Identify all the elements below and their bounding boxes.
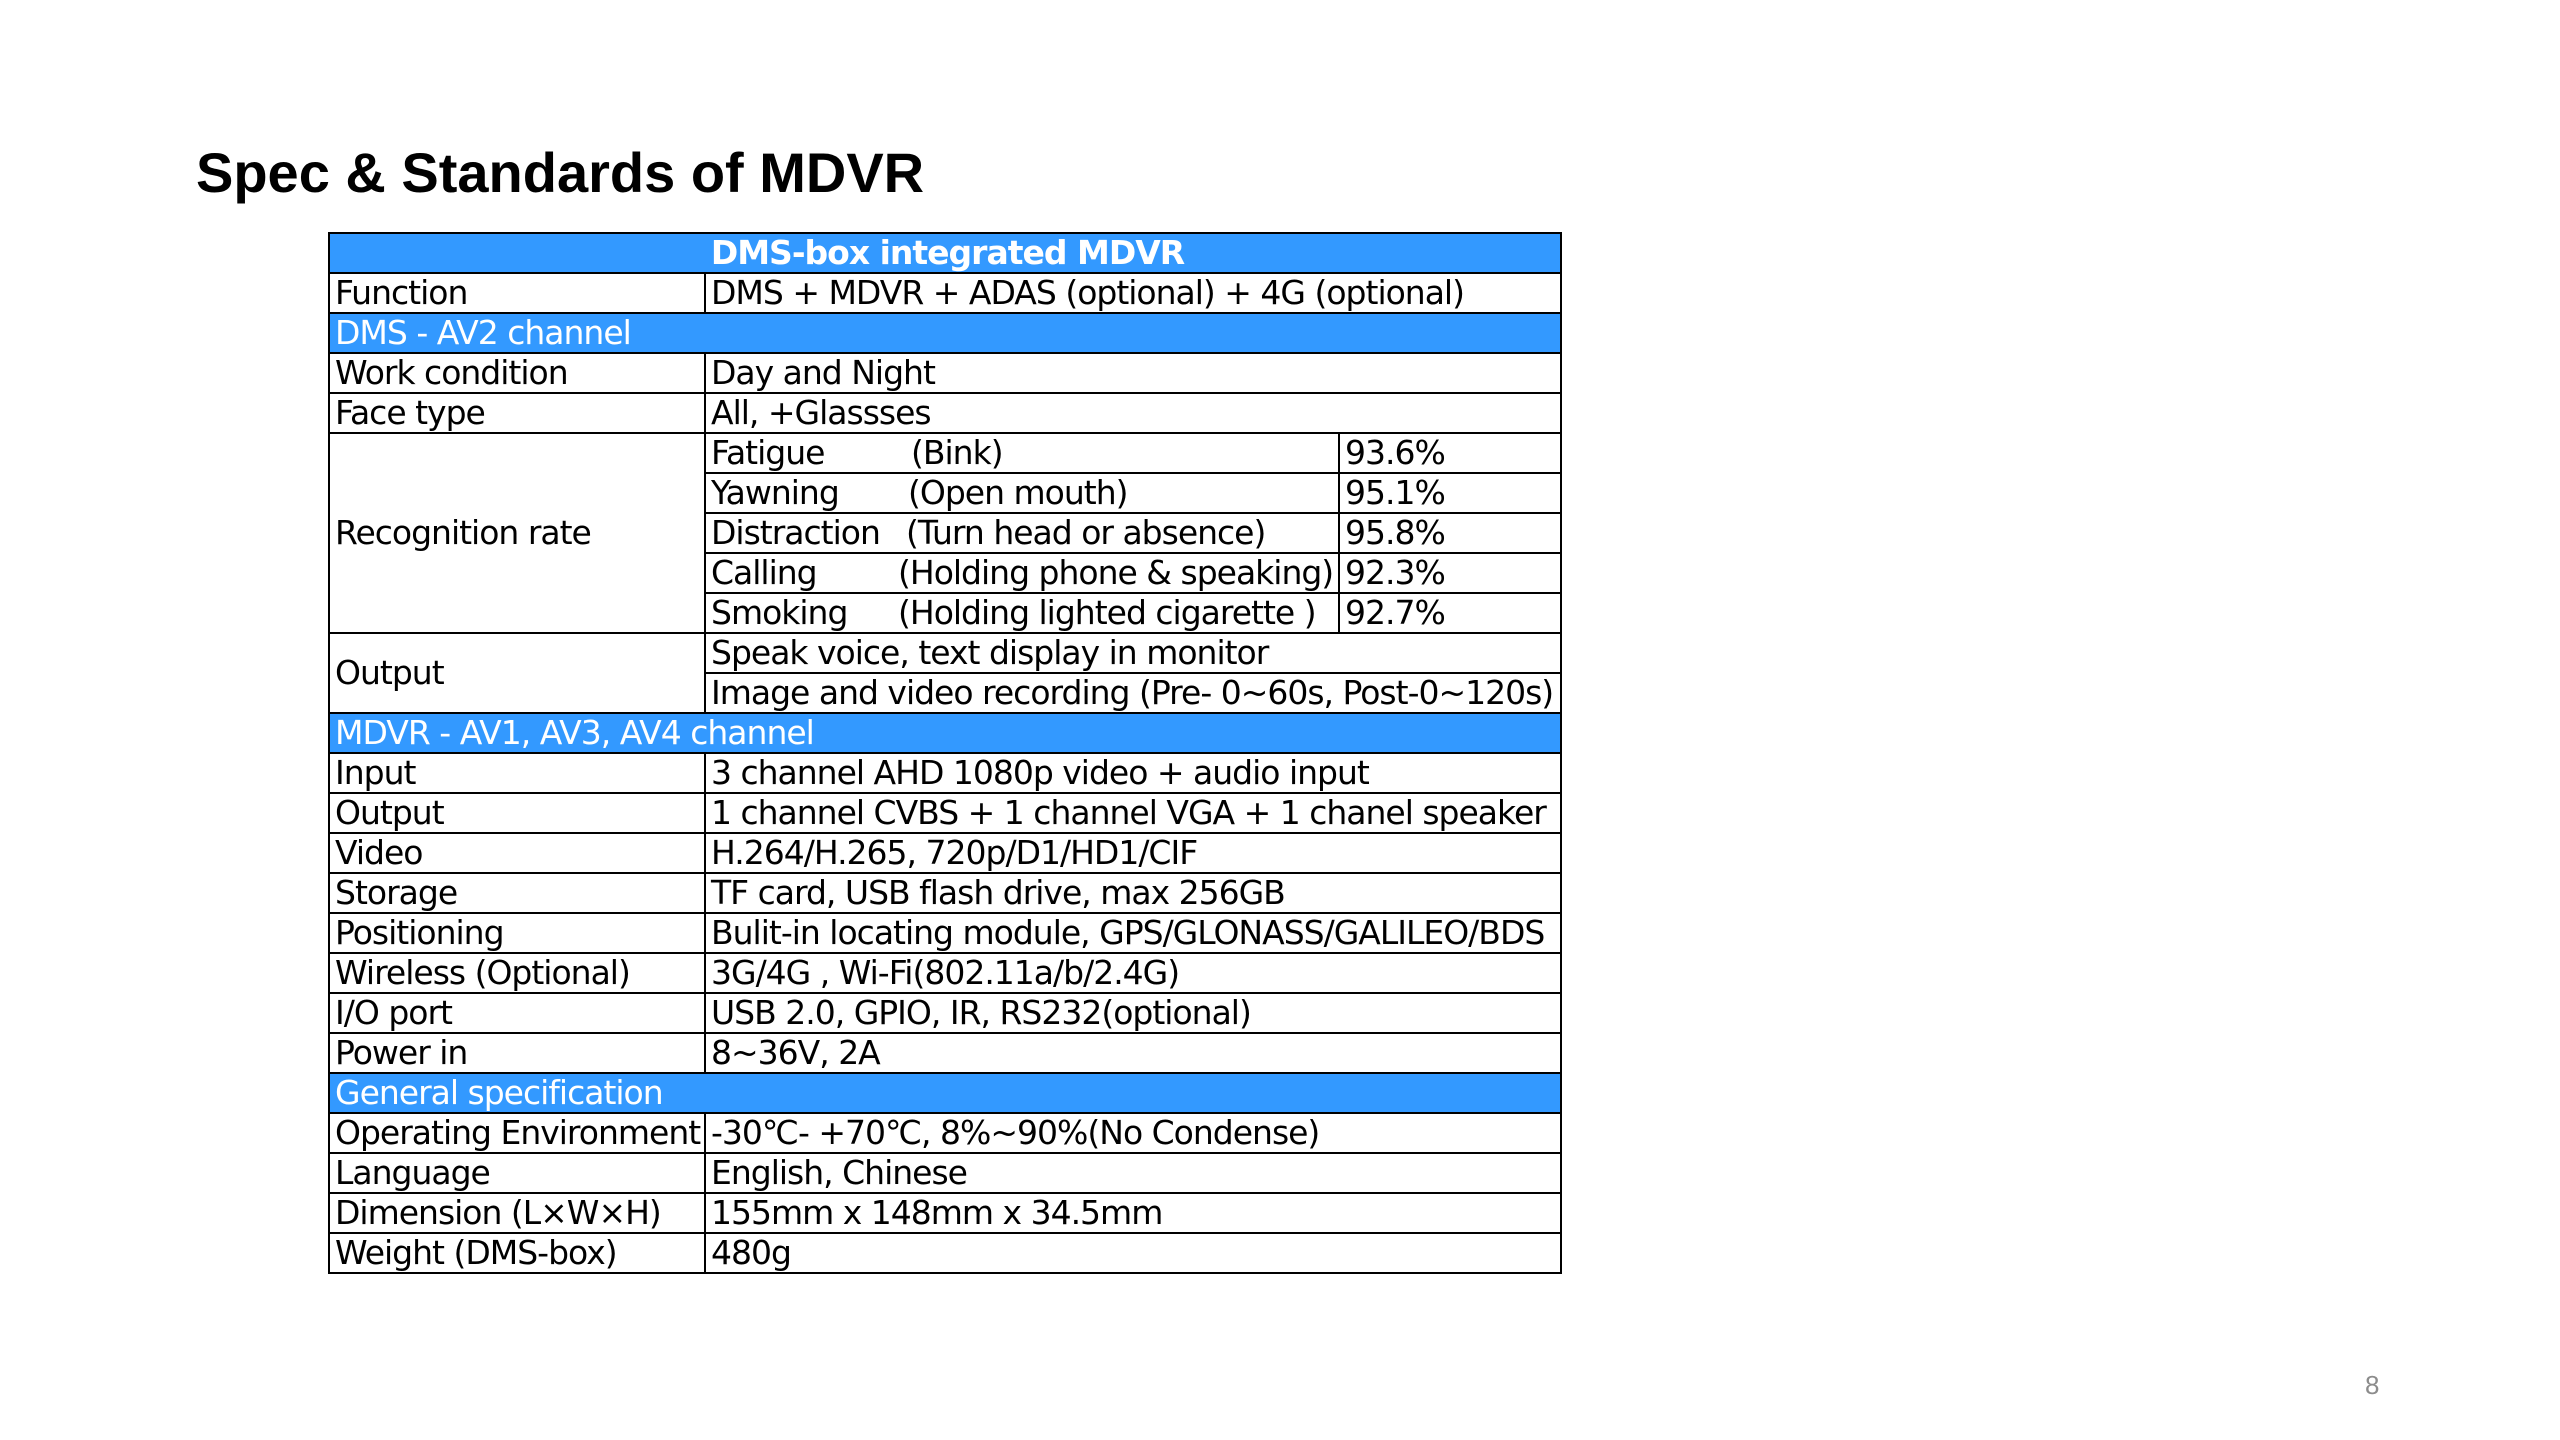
row-label: Power in (329, 1033, 705, 1073)
recognition-row (329, 433, 1561, 473)
behavior-desc: (Bink) (911, 433, 1003, 472)
row-value: 3 channel AHD 1080p video + audio input (705, 753, 1561, 793)
row-label: Storage (329, 873, 705, 913)
behavior-desc: (Open mouth) (908, 473, 1128, 512)
row-value: Day and Night (705, 353, 1561, 393)
page-number: 8 (2365, 1370, 2380, 1400)
row-label: I/O port (329, 993, 705, 1033)
recognition-rate-value: 95.1% (1339, 473, 1561, 513)
table-row (329, 913, 1561, 953)
section-header-mdvr: MDVR - AV1, AV3, AV4 channel (329, 713, 1561, 753)
recognition-rate-value: 95.8% (1339, 513, 1561, 553)
table-row (329, 753, 1561, 793)
row-label: Operating Environment (329, 1113, 705, 1153)
row-label: Face type (329, 393, 705, 433)
row-value: 3G/4G , Wi-Fi(802.11a/b/2.4G) (705, 953, 1561, 993)
table-row (329, 273, 1561, 313)
row-label: Work condition (329, 353, 705, 393)
row-value: English, Chinese (705, 1153, 1561, 1193)
section-header-general: General specification (329, 1073, 1561, 1113)
table-row (329, 793, 1561, 833)
behavior-name: Smoking (711, 593, 848, 632)
row-label: Video (329, 833, 705, 873)
row-value: 1 channel CVBS + 1 channel VGA + 1 chanel speaker (705, 793, 1561, 833)
row-label: Input (329, 753, 705, 793)
row-label: Output (329, 793, 705, 833)
table-row (329, 873, 1561, 913)
row-value: 480g (705, 1233, 1561, 1273)
row-value: DMS + MDVR + ADAS (optional) + 4G (optional) (705, 273, 1561, 313)
recognition-rate-value: 92.7% (1339, 593, 1561, 633)
behavior-name: Distraction (711, 513, 880, 552)
row-value: Image and video recording (Pre- 0~60s, Post-0~120s) (705, 673, 1561, 713)
table-row (329, 1233, 1561, 1273)
table-row (329, 833, 1561, 873)
row-value: -30℃- +70℃, 8%~90%(No Condense) (705, 1113, 1561, 1153)
row-value: 8~36V, 2A (705, 1033, 1561, 1073)
table-row (329, 953, 1561, 993)
table-row (329, 1193, 1561, 1233)
row-label: Function (329, 273, 705, 313)
table-row (329, 633, 1561, 673)
spec-table (328, 232, 1562, 1274)
recognition-rate-value: 93.6% (1339, 433, 1561, 473)
table-row (329, 393, 1561, 433)
row-value: USB 2.0, GPIO, IR, RS232(optional) (705, 993, 1561, 1033)
behavior-desc: (Holding lighted cigarette ) (898, 593, 1316, 632)
table-main-header: DMS-box integrated MDVR (329, 233, 1561, 273)
behavior-desc: (Holding phone & speaking) (898, 553, 1334, 592)
section-header-dms: DMS - AV2 channel (329, 313, 1561, 353)
row-label: Wireless (Optional) (329, 953, 705, 993)
recognition-behavior (705, 473, 1339, 513)
recognition-behavior (705, 433, 1339, 473)
recognition-rate-label: Recognition rate (329, 433, 705, 633)
table-row (329, 1033, 1561, 1073)
row-value: All, +Glassses (705, 393, 1561, 433)
behavior-desc: (Turn head or absence) (906, 513, 1266, 552)
recognition-behavior (705, 553, 1339, 593)
behavior-name: Calling (711, 553, 817, 592)
table-row (329, 353, 1561, 393)
table-row (329, 993, 1561, 1033)
row-label: Dimension (L×W×H) (329, 1193, 705, 1233)
row-value: H.264/H.265, 720p/D1/HD1/CIF (705, 833, 1561, 873)
row-label: Weight (DMS-box) (329, 1233, 705, 1273)
row-value: TF card, USB flash drive, max 256GB (705, 873, 1561, 913)
dms-output-label: Output (329, 633, 705, 713)
recognition-behavior (705, 513, 1339, 553)
row-label: Language (329, 1153, 705, 1193)
table-row (329, 1153, 1561, 1193)
row-value: 155mm x 148mm x 34.5mm (705, 1193, 1561, 1233)
slide-title: Spec & Standards of MDVR (196, 141, 925, 204)
row-label: Positioning (329, 913, 705, 953)
recognition-rate-value: 92.3% (1339, 553, 1561, 593)
row-value: Bulit-in locating module, GPS/GLONASS/GALILEO/BDS (705, 913, 1561, 953)
behavior-name: Fatigue (711, 433, 825, 472)
recognition-behavior (705, 593, 1339, 633)
table-row (329, 1113, 1561, 1153)
behavior-name: Yawning (711, 473, 839, 512)
row-value: Speak voice, text display in monitor (705, 633, 1561, 673)
